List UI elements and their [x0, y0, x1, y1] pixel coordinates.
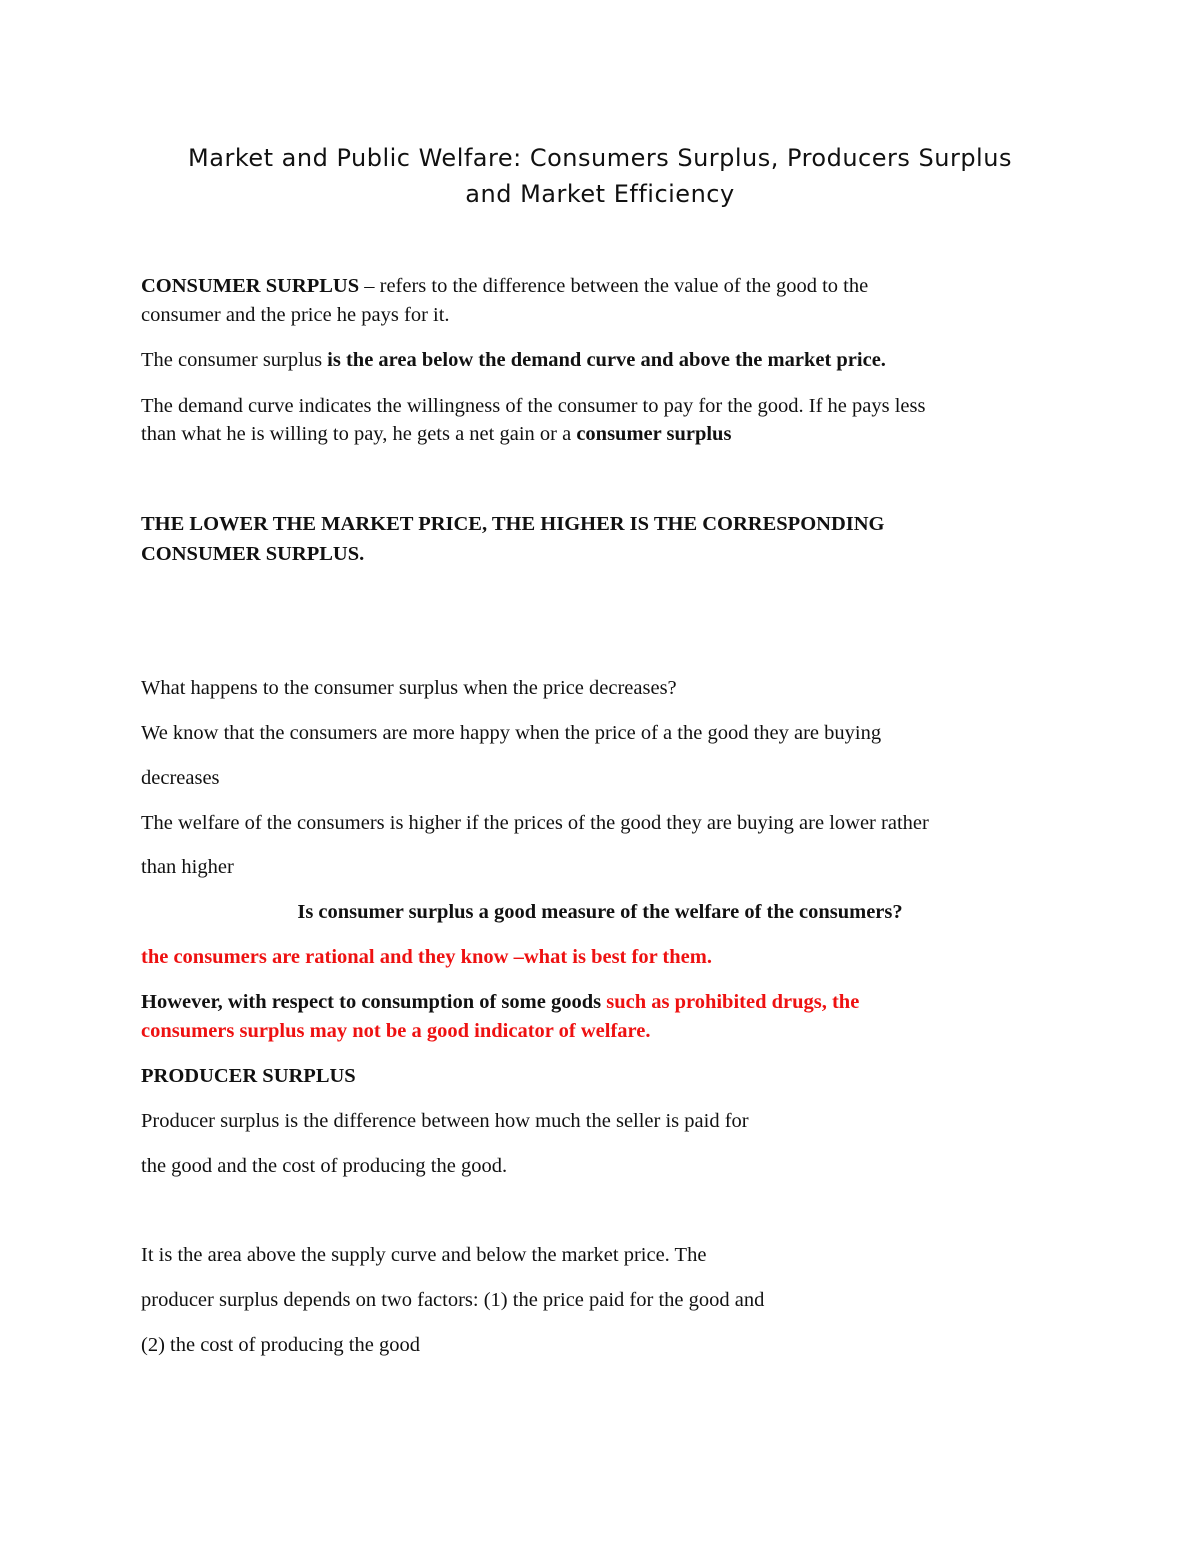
producer-surplus-area-line-2: producer surplus depends on two factors: (1) the price paid for the good and	[141, 1289, 765, 1311]
prohibited-drugs-black-text: However, with respect to consumption of some goods	[141, 991, 607, 1013]
caps-statement-line-2: CONSUMER SURPLUS.	[141, 543, 365, 565]
consumer-surplus-definition-line-1	[141, 272, 868, 300]
consumer-surplus-area-bold: is the area below the demand curve and above the market price.	[327, 349, 886, 371]
document-title-line-2: and Market Efficiency	[465, 180, 735, 208]
producer-surplus-definition-line-2: the good and the cost of producing the good.	[141, 1155, 508, 1177]
welfare-line-1: The welfare of the consumers is higher if the prices of the good they are buying are lower rather	[141, 812, 929, 834]
consumer-surplus-definition-text: – refers to the difference between the value of the good to the	[359, 275, 869, 297]
happy-consumers-line-2: decreases	[141, 767, 220, 789]
prohibited-drugs-red-text: such as prohibited drugs, the	[606, 991, 860, 1013]
happy-consumers-line-1: We know that the consumers are more happy when the price of a the good they are buying	[141, 722, 882, 744]
prohibited-drugs-line-2: consumers surplus may not be a good indicator of welfare.	[141, 1020, 651, 1042]
consumer-surplus-area-plain: The consumer surplus	[141, 349, 328, 371]
consumer-surplus-heading: CONSUMER SURPLUS	[141, 275, 360, 297]
producer-surplus-heading: PRODUCER SURPLUS	[141, 1065, 356, 1087]
rational-consumers-statement: the consumers are rational and they know –what is best for them.	[141, 946, 712, 968]
producer-surplus-definition-line-1: Producer surplus is the difference between how much the seller is paid for	[141, 1110, 749, 1132]
producer-surplus-area-line-3: (2) the cost of producing the good	[141, 1334, 420, 1356]
price-decrease-question: What happens to the consumer surplus when the price decreases?	[141, 677, 677, 699]
consumer-surplus-area-line	[141, 346, 886, 374]
producer-surplus-area-line-1: It is the area above the supply curve and below the market price. The	[141, 1244, 707, 1266]
welfare-measure-question: Is consumer surplus a good measure of the welfare of the consumers?	[297, 901, 903, 923]
demand-curve-line-2-plain: than what he is willing to pay, he gets a net gain or a	[141, 423, 577, 445]
demand-curve-line-1: The demand curve indicates the willingness of the consumer to pay for the good. If he pays less	[141, 395, 926, 417]
demand-curve-line-2-bold: consumer surplus	[576, 423, 732, 445]
demand-curve-line-2	[141, 420, 731, 448]
welfare-line-2: than higher	[141, 856, 234, 878]
prohibited-drugs-line-1	[141, 988, 859, 1016]
consumer-surplus-definition-line-2: consumer and the price he pays for it.	[141, 304, 450, 326]
caps-statement-line-1: THE LOWER THE MARKET PRICE, THE HIGHER IS THE CORRESPONDING	[141, 513, 885, 535]
document-title-line-1: Market and Public Welfare: Consumers Surplus, Producers Surplus	[188, 144, 1012, 172]
